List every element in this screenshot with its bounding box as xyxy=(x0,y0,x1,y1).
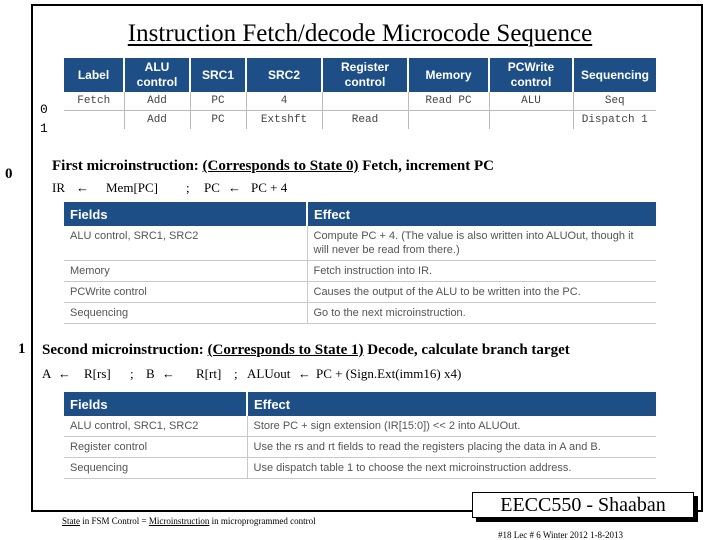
effect-cell: Compute PC + 4. (The value is also written into ALUOut, though it will never be read from there.) xyxy=(307,226,656,261)
field-cell: PCWrite control xyxy=(64,282,307,303)
cell-label: Fetch xyxy=(64,92,124,111)
effect-cell: Go to the next microinstruction. xyxy=(307,303,656,324)
cell-src1: PC xyxy=(190,92,246,111)
row-number: 0 xyxy=(40,102,48,117)
col-sequencing: Sequencing xyxy=(573,58,656,92)
field-cell: Sequencing xyxy=(64,303,307,324)
effect-cell: Causes the output of the ALU to be written into the PC. xyxy=(307,282,656,303)
state-0-effects-table xyxy=(64,202,656,324)
fields-header: Fields xyxy=(64,202,307,226)
fields-header: Fields xyxy=(64,392,247,416)
cell-pcwrite-control xyxy=(489,111,573,130)
field-cell: Memory xyxy=(64,261,307,282)
cell-alu-control: Add xyxy=(124,111,190,130)
col-src1: SRC1 xyxy=(190,58,246,92)
field-cell: Register control xyxy=(64,437,247,458)
col-memory: Memory xyxy=(408,58,489,92)
left-arrow-icon: ← xyxy=(58,366,71,381)
effect-cell: Store PC + sign extension (IR[15:0]) << 2 into ALUOut. xyxy=(247,416,656,437)
cell-alu-control: Add xyxy=(124,92,190,111)
col-label: Label xyxy=(64,58,124,92)
slide-title: Instruction Fetch/decode Microcode Sequence xyxy=(127,20,593,47)
state-0-heading: First microinstruction: (Corresponds to State 0) Fetch, increment PC xyxy=(52,158,495,174)
state-1-effects-table xyxy=(64,392,656,479)
effect-cell: Use dispatch table 1 to choose the next microinstruction address. xyxy=(247,458,656,479)
left-arrow-icon: ← xyxy=(298,366,311,381)
lecture-info: #18 Lec # 6 Winter 2012 1-8-2013 xyxy=(498,530,623,540)
effect-cell: Fetch instruction into IR. xyxy=(307,261,656,282)
state-1-rtl: A ← R[rs] ; B ← R[rt] ; ALUout ← PC + (Sign.Ext(imm16) x4) xyxy=(42,366,462,381)
left-arrow-icon: ← xyxy=(162,366,175,381)
cell-label xyxy=(64,111,124,130)
table-row xyxy=(64,416,656,437)
effect-cell: Use the rs and rt fields to read the registers placing the data in A and B. xyxy=(247,437,656,458)
table-row xyxy=(64,282,656,303)
table-row xyxy=(64,458,656,479)
cell-register-control: Read xyxy=(322,111,408,130)
state-1-heading: Second microinstruction: (Corresponds to State 1) Decode, calculate branch target xyxy=(42,342,570,358)
cell-register-control xyxy=(322,92,408,111)
cell-memory xyxy=(408,111,489,130)
left-arrow-icon: ← xyxy=(228,180,241,195)
table-row xyxy=(64,111,656,130)
footer-note: State in FSM Control = Microinstruction in microprogrammed control xyxy=(62,516,316,526)
microinstruction-table xyxy=(64,58,656,129)
field-cell: Sequencing xyxy=(64,458,247,479)
course-brand: EECC550 - Shaaban xyxy=(472,492,694,518)
cell-memory: Read PC xyxy=(408,92,489,111)
table-row xyxy=(64,92,656,111)
effects-table-header xyxy=(64,202,656,226)
effect-header: Effect xyxy=(247,392,656,416)
table-row xyxy=(64,226,656,261)
cell-sequencing: Dispatch 1 xyxy=(581,114,648,126)
state-1-number: 1 xyxy=(18,341,26,357)
cell-src1: PC xyxy=(190,111,246,130)
table-row xyxy=(64,261,656,282)
table-row xyxy=(64,303,656,324)
state-0-number: 0 xyxy=(5,166,13,182)
row-number: 1 xyxy=(40,121,48,136)
col-alu-control: ALU control xyxy=(124,58,190,92)
microinstruction-table-header xyxy=(64,58,656,92)
table-row xyxy=(64,437,656,458)
cell-src2: 4 xyxy=(246,92,322,111)
effect-header: Effect xyxy=(307,202,656,226)
state-0-rtl: IR ← Mem[PC] ; PC ← PC + 4 xyxy=(52,180,288,195)
field-cell: ALU control, SRC1, SRC2 xyxy=(64,226,307,261)
left-arrow-icon: ← xyxy=(76,180,89,195)
cell-sequencing: Seq xyxy=(573,92,656,111)
col-register-control: Register control xyxy=(322,58,408,92)
field-cell: ALU control, SRC1, SRC2 xyxy=(64,416,247,437)
cell-src2: Extshft xyxy=(246,111,322,130)
effects-table-header xyxy=(64,392,656,416)
cell-pcwrite-control: ALU xyxy=(489,92,573,111)
col-src2: SRC2 xyxy=(246,58,322,92)
col-pcwrite-control: PCWrite control xyxy=(489,58,573,92)
